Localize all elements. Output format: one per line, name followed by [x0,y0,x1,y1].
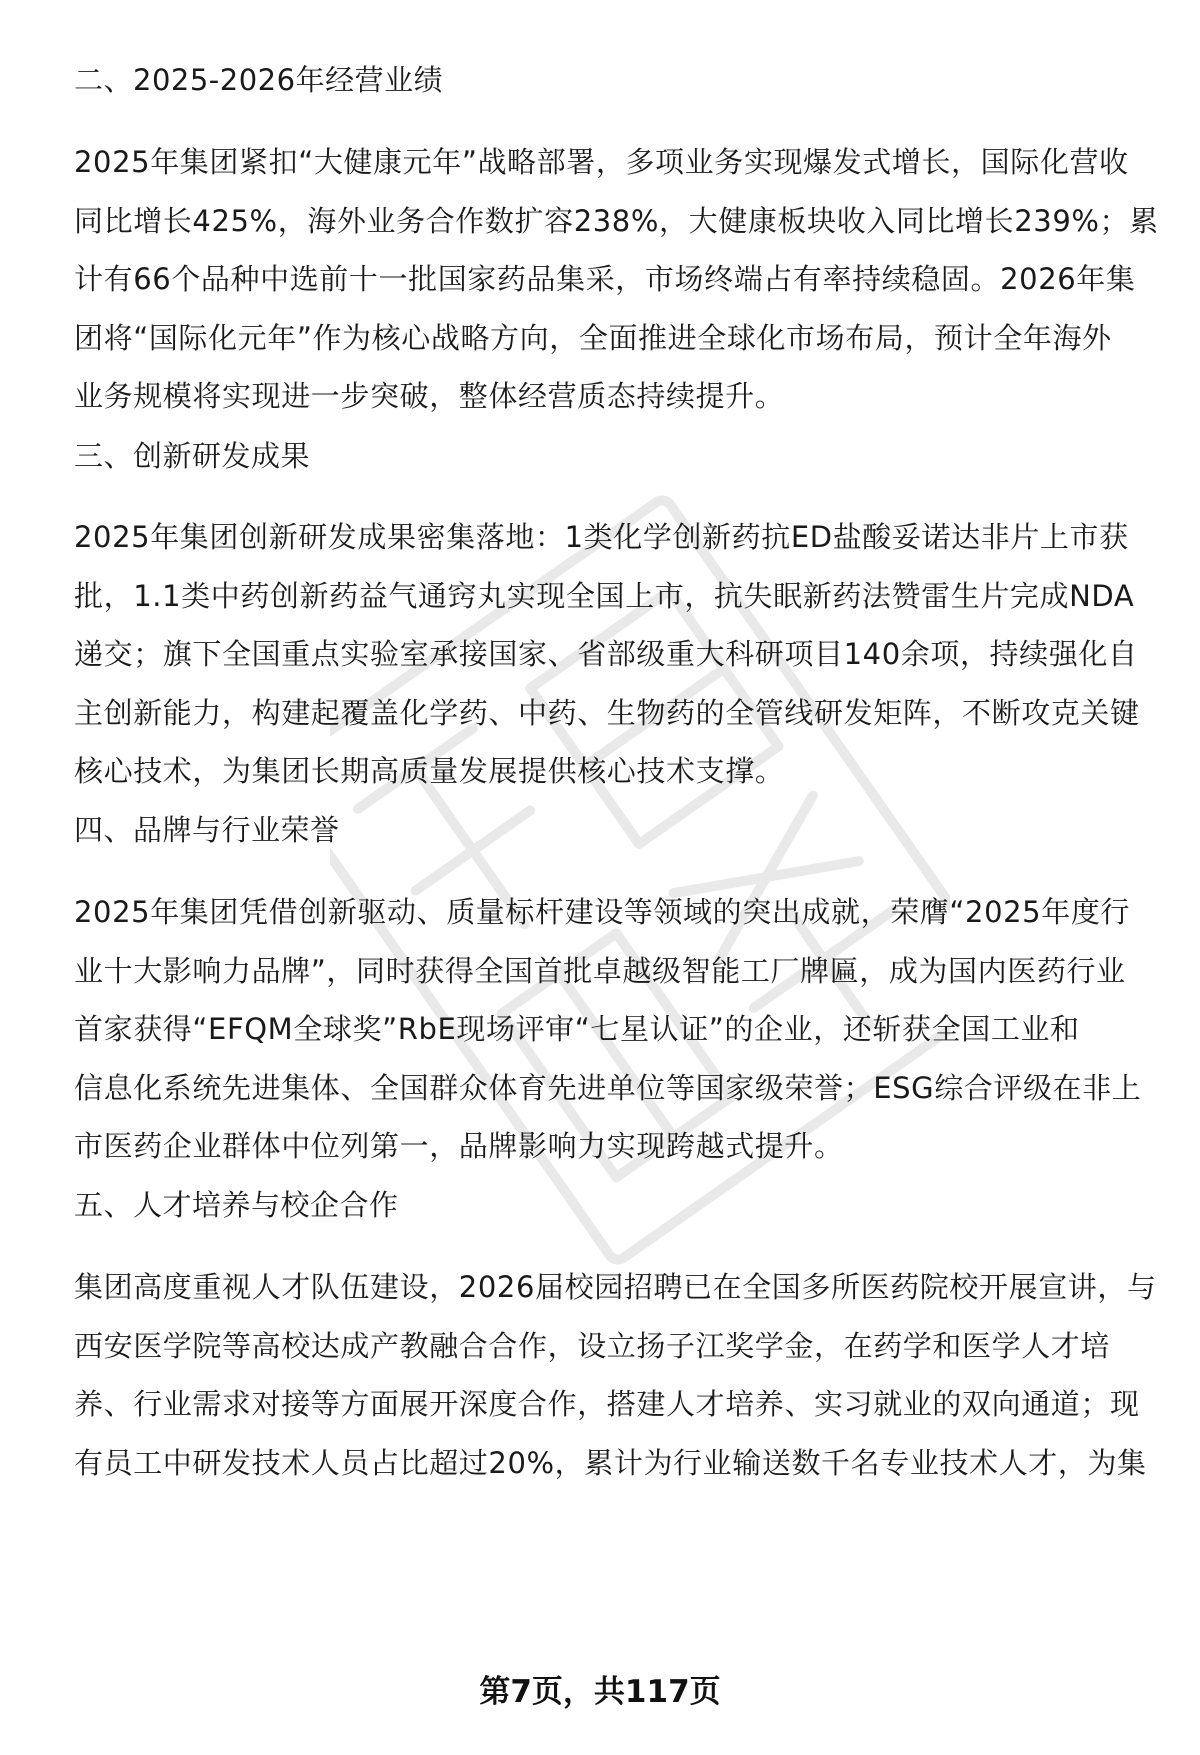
section-paragraph-performance [74,133,1164,426]
paragraph-line: 主创新能力，构建起覆盖化学药、中药、生物药的全管线研发矩阵，不断攻克关键 [74,695,1140,730]
paragraph-line: 市医药企业群体中位列第一，品牌影响力实现跨越式提升。 [74,1129,844,1163]
paragraph-line: 递交；旗下全国重点实验室承接国家、省部级重大科研项目140余项，持续强化自 [74,637,1138,671]
paragraph-line: 2025年集团紧扣“大健康元年”战略部署，多项业务实现爆发式增长，国际化营收 [74,145,1129,179]
paragraph-line: 有员工中研发技术人员占比超过20%，累计为行业输送数千名专业技术人才，为集 [74,1445,1147,1480]
paragraph-line: 2025年集团凭借创新驱动、质量标杆建设等领域的突出成就，荣膺“2025年度行 [74,895,1131,929]
paragraph-line: 同比增长425%，海外业务合作数扩容238%，大健康板块收入同比增长239%；累 [74,203,1159,238]
paragraph-line: 2025年集团创新研发成果密集落地：1类化学创新药抗ED盐酸妥诺达非片上市获 [74,520,1129,554]
paragraph-line: 首家获得“EFQM全球奖”RbE现场评审“七星认证”的企业，还斩获全国工业和 [74,1012,1080,1046]
paragraph-line: 业十大影响力品牌”，同时获得全国首批卓越级智能工厂牌匾，成为国内医药行业 [74,953,1126,988]
section-paragraph-research [74,508,1164,801]
section-heading-honors: 四、品牌与行业荣誉 [74,813,340,847]
paragraph-line: 计有66个品种中选前十一批国家药品集采，市场终端占有率持续稳固。2026年集 [74,262,1136,296]
section-heading-performance: 二、2025-2026年经营业绩 [74,63,444,97]
paragraph-line: 西安医学院等高校达成产教融合合作，设立扬子江奖学金，在药学和医学人才培 [74,1328,1111,1363]
paragraph-line: 核心技术，为集团长期高质量发展提供核心技术支撑。 [74,754,785,788]
section-paragraph-honors [74,883,1164,1176]
paragraph-line: 团将“国际化元年”作为核心战略方向，全面推进全球化市场布局，预计全年海外 [74,320,1112,355]
paragraph-line: 信息化系统先进集体、全国群众体育先进单位等国家级荣誉；ESG综合评级在非上 [74,1070,1142,1105]
page-number: 第7页，共117页 [479,1674,721,1710]
section-paragraph-talent [74,1258,1164,1492]
paragraph-line: 批，1.1类中药创新药益气通窍丸实现全国上市，抗失眠新药法赞雷生片完成NDA [74,578,1135,613]
paragraph-line: 养、行业需求对接等方面展开深度合作，搭建人才培养、实习就业的双向通道；现 [74,1387,1140,1421]
paragraph-line: 业务规模将实现进一步突破，整体经营质态持续提升。 [74,379,785,413]
section-heading-talent: 五、人才培养与校企合作 [74,1188,399,1222]
paragraph-line: 集团高度重视人才队伍建设，2026届校园招聘已在全国多所医药院校开展宣讲，与 [74,1270,1157,1304]
section-heading-research: 三、创新研发成果 [74,439,311,473]
